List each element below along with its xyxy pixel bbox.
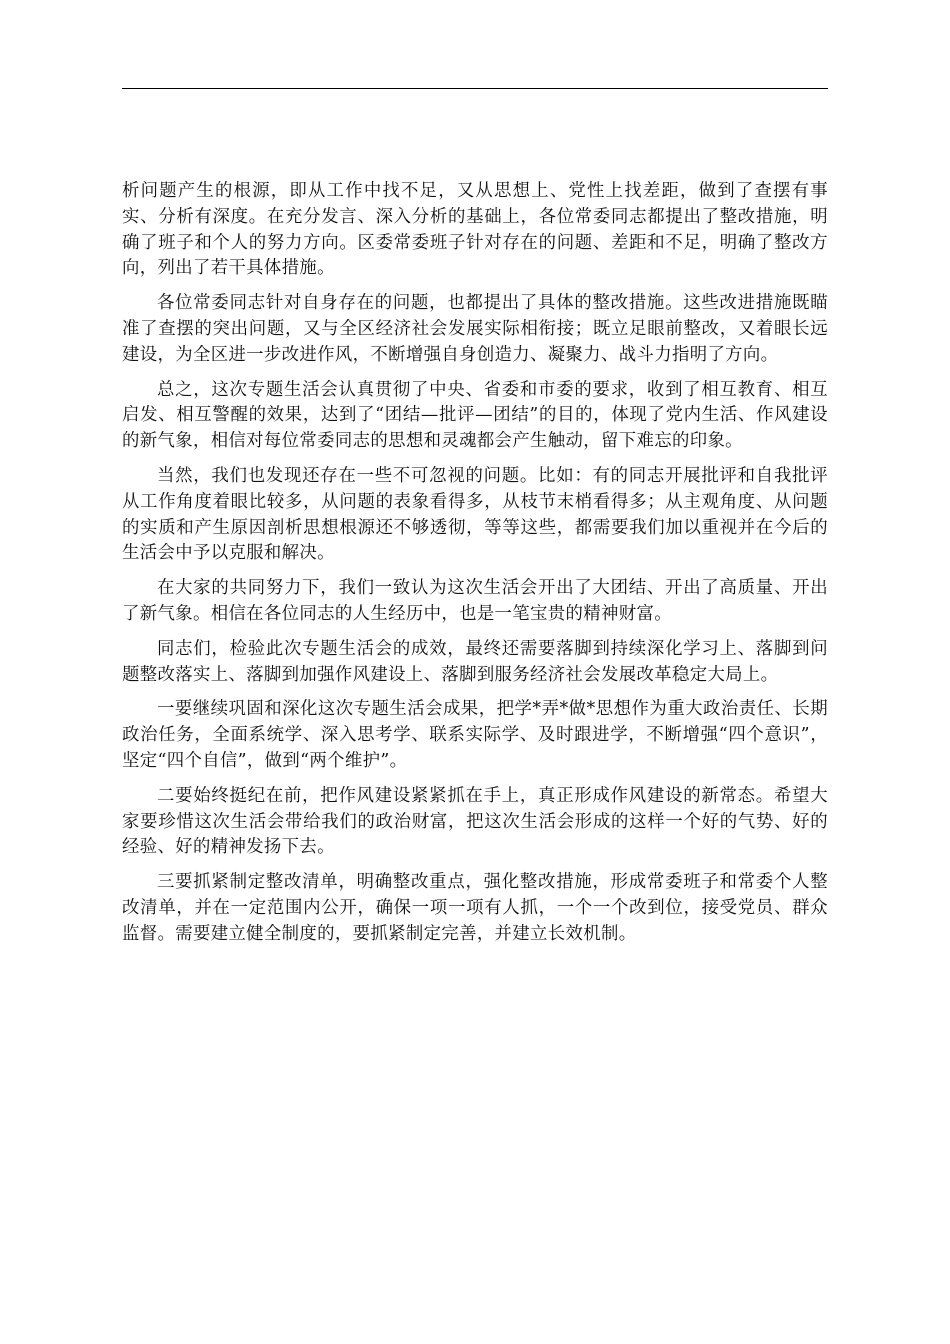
paragraph: 三要抓紧制定整改清单，明确整改重点，强化整改措施，形成常委班子和常委个人整改清单，并在一定范围内公开，确保一项一项有人抓，一个一个改到位，接受党员、群众监督。需要建立健全制度的，要抓紧制定完善，并建立长效机制。 xyxy=(122,872,828,944)
document-body xyxy=(122,179,828,957)
paragraph: 各位常委同志针对自身存在的问题，也都提出了具体的整改措施。这些改进措施既瞄准了查摆的突出问题，又与全区经济社会发展实际相衔接；既立足眼前整改，又着眼长远建设，为全区进一步改进作风，不断增强自身创造力、凝聚力、战斗力指明了方向。 xyxy=(122,293,828,365)
paragraph: 一要继续巩固和深化这次专题生活会成果，把学*弄*做*思想作为重大政治责任、长期政治任务，全面系统学、深入思考学、联系实际学、及时跟进学，不断增强“四个意识”，坚定“四个自信”，做到“两个维护”。 xyxy=(122,699,828,771)
paragraph: 总之，这次专题生活会认真贯彻了中央、省委和市委的要求，收到了相互教育、相互启发、相互警醒的效果，达到了“团结—批评—团结”的目的，体现了党内生活、作风建设的新气象，相信对每位常委同志的思想和灵魂都会产生触动，留下难忘的印象。 xyxy=(122,379,828,452)
paragraph: 析问题产生的根源，即从工作中找不足，又从思想上、党性上找差距，做到了查摆有事实、分析有深度。在充分发言、深入分析的基础上，各位常委同志都提出了整改措施，明确了班子和个人的努力方向。区委常委班子针对存在的问题、差距和不足，明确了整改方向，列出了若干具体措施。 xyxy=(122,181,828,279)
paragraph: 在大家的共同努力下，我们一致认为这次生活会开出了大团结、开出了高质量、开出了新气象。相信在各位同志的人生经历中，也是一笔宝贵的精神财富。 xyxy=(122,578,828,624)
header-rule xyxy=(122,88,828,89)
paragraph: 二要始终挺纪在前，把作风建设紧紧抓在手上，真正形成作风建设的新常态。希望大家要珍惜这次生活会带给我们的政治财富，把这次生活会形成的这样一个好的气势、好的经验、好的精神发扬下去。 xyxy=(122,785,828,858)
paragraph: 当然，我们也发现还存在一些不可忽视的问题。比如：有的同志开展批评和自我批评从工作角度着眼比较多，从问题的表象看得多，从枝节末梢看得多；从主观角度、从问题的实质和产生原因剖析思想根源还不够透彻，等等这些，都需要我们加以重视并在今后的生活会中予以克服和解决。 xyxy=(122,465,828,564)
paragraph: 同志们，检验此次专题生活会的成效，最终还需要落脚到持续深化学习上、落脚到问题整改落实上、落脚到加强作风建设上、落脚到服务经济社会发展改革稳定大局上。 xyxy=(122,638,828,685)
